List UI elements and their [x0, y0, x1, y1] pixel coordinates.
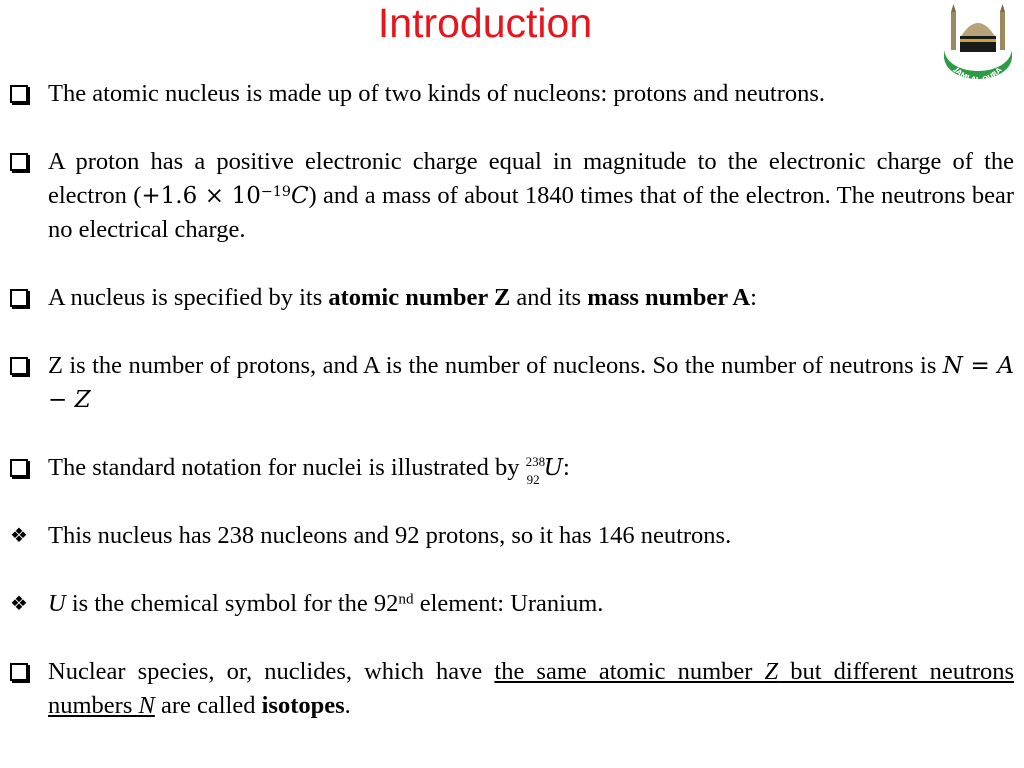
- isotope-definition: the same atomic number Z but different neutrons numbers N: [48, 658, 1015, 719]
- slide-content: [10, 77, 1014, 723]
- list-item: The standard notation for nuclei is illustrated by 238 92 U:: [10, 451, 1014, 485]
- list-item: The atomic nucleus is made up of two kinds of nucleons: protons and neutrons.: [10, 77, 1014, 111]
- list-item: A proton has a positive electronic charge equal in magnitude to the electronic charge of the electron $(+1.6 \times 10^{-19}C)$ and a mass of about 1840 times that of the electron. The neutrons bear no electrical charge.: [10, 145, 1014, 247]
- list-item: A nucleus is specified by its atomic number Z and its mass number A:: [10, 281, 1014, 315]
- diamond-bullet-icon: ❖: [10, 525, 28, 547]
- list-item: ❖ U is the chemical symbol for the 92nd element: Uranium.: [10, 587, 1014, 621]
- university-crest-icon: [938, 2, 1018, 86]
- square-bullet-icon: [10, 655, 40, 691]
- square-bullet-icon: [10, 281, 40, 317]
- list-item: Z is the number of protons, and A is the number of nucleons. So the number of neutrons is N = A − Z: [10, 349, 1014, 417]
- svg-text:JAMI AL-QURA: JAMI AL-QURA: [952, 66, 1004, 85]
- square-bullet-icon: [10, 145, 40, 181]
- neutron-formula: N = A − Z: [48, 353, 1014, 413]
- square-bullet-icon: [10, 77, 40, 113]
- square-bullet-icon: [10, 451, 40, 487]
- list-item: Nuclear species, or, nuclides, which have the same atomic number Z but different neutrons numbers N are called isotopes.: [10, 655, 1014, 723]
- diamond-bullet-icon: ❖: [10, 593, 28, 615]
- nuclide-notation: 238 92: [525, 454, 546, 487]
- charge-value: $+1.6 \times 10^{-19}$: [141, 183, 291, 209]
- square-bullet-icon: [10, 349, 40, 385]
- page-title: Introduction: [377, 0, 593, 46]
- list-item: ❖ This nucleus has 238 nucleons and 92 protons, so it has 146 neutrons.: [10, 519, 1014, 553]
